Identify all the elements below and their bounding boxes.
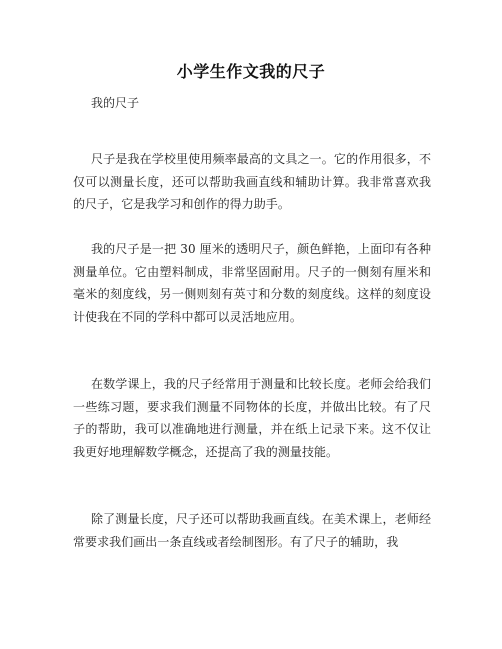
paragraph-2: 我的尺子是一把 30 厘米的透明尺子，颜色鲜艳，上面印有各种测量单位。它由塑料制成，非常坚固耐用。尺子的一侧刻有厘米和毫米的刻度线，另一侧则刻有英寸和分数的刻度线。这样的刻度设计使我在不同的学科中都可以灵活地应用。 xyxy=(73,242,431,324)
paragraph-1: 尺子是我在学校里使用频率最高的文具之一。它的作用很多，不仅可以测量长度，还可以帮助我画直线和辅助计算。我非常喜欢我的尺子，它是我学习和创作的得力助手。 xyxy=(73,152,431,211)
paragraph-3: 在数学课上，我的尺子经常用于测量和比较长度。老师会给我们一些练习题，要求我们测量不同物体的长度，并做出比较。有了尺子的帮助，我可以准确地进行测量，并在纸上记录下来。这不仅让我更好地理解数学概念，还提高了我的测量技能。 xyxy=(73,377,431,459)
document-title: 小学生作文我的尺子 xyxy=(176,62,326,81)
paragraph-4: 除了测量长度，尺子还可以帮助我画直线。在美术课上，老师经常要求我们画出一条直线或者绘制图形。有了尺子的辅助，我 xyxy=(73,512,431,549)
document-subtitle: 我的尺子 xyxy=(91,96,140,110)
